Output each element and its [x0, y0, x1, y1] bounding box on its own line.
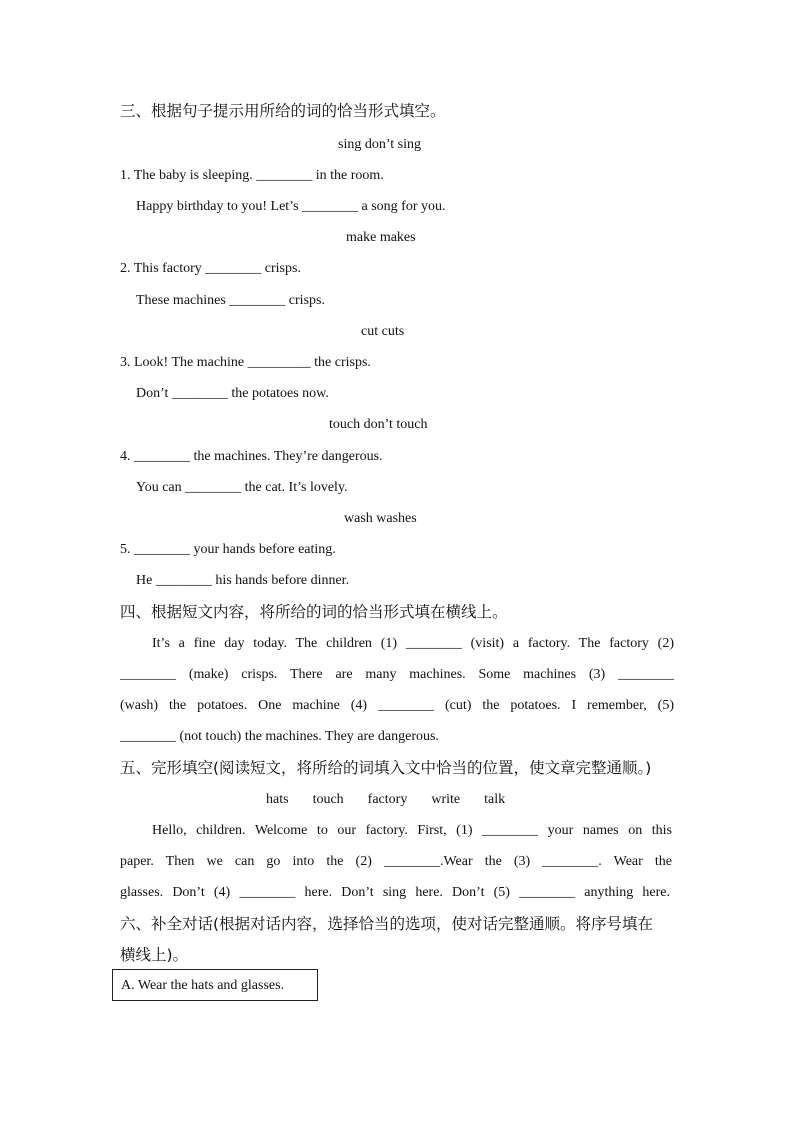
word-touch: touch [312, 792, 344, 807]
passage-5-line-2: paper. Then we can go into the (2) ________.Wear the (3) ________. Wear the [120, 854, 672, 869]
question-1a: 1. The baby is sleeping. ________ in the room. [120, 168, 384, 183]
word-write: write [431, 792, 461, 807]
question-4b: You can ________ the cat. It’s lovely. [136, 480, 348, 495]
word-hats: hats [266, 792, 289, 807]
section-6-title-line-2: 横线上)。 [120, 946, 189, 964]
passage-4-line-3: (wash) the potatoes. One machine (4) ________ (cut) the potatoes. I remember, (5) [120, 698, 674, 713]
question-5a: 5. ________ your hands before eating. [120, 542, 336, 557]
passage-5-line-1: Hello, children. Welcome to our factory. First, (1) ________ your names on this [152, 823, 672, 838]
word-bank-4: touch don’t touch [329, 417, 428, 432]
section-4-title: 四、根据短文内容，将所给的词的恰当形式填在横线上。 [120, 603, 508, 621]
question-3a: 3. Look! The machine _________ the crisps. [120, 355, 371, 370]
question-3b: Don’t ________ the potatoes now. [136, 386, 329, 401]
question-2b: These machines ________ crisps. [136, 293, 325, 308]
option-a: A. Wear the hats and glasses. [121, 978, 285, 993]
option-box [112, 969, 318, 1001]
section-3-title: 三、根据句子提示用所给的词的恰当形式填空。 [120, 102, 446, 120]
question-1b: Happy birthday to you! Let’s ________ a song for you. [136, 199, 446, 214]
word-factory: factory [367, 792, 408, 807]
passage-4-line-4: ________ (not touch) the machines. They are dangerous. [120, 729, 439, 744]
question-4a: 4. ________ the machines. They’re dangerous. [120, 449, 383, 464]
word-bank-2: make makes [346, 230, 416, 245]
question-5b: He ________ his hands before dinner. [136, 573, 350, 588]
section-6-title-line-1: 六、补全对话(根据对话内容，选择恰当的选项，使对话完整通顺。将序号填在 [120, 915, 654, 933]
word-bank-1: sing don’t sing [338, 137, 421, 152]
word-bank-3: cut cuts [361, 324, 405, 339]
word-talk: talk [484, 792, 506, 807]
question-2a: 2. This factory ________ crisps. [120, 261, 301, 276]
word-bank-5: wash washes [344, 511, 417, 526]
passage-5-line-3: glasses. Don’t (4) ________ here. Don’t sing here. Don’t (5) ________ anything here. [120, 885, 670, 900]
passage-4-line-2: ________ (make) crisps. There are many machines. Some machines (3) ________ [120, 667, 674, 682]
word-bank-5-cloze [266, 791, 505, 809]
passage-4-line-1: It’s a fine day today. The children (1) ________ (visit) a factory. The factory (2) [152, 636, 674, 651]
section-5-title: 五、完形填空(阅读短文，将所给的词填入文中恰当的位置，使文章完整通顺。) [120, 759, 652, 777]
